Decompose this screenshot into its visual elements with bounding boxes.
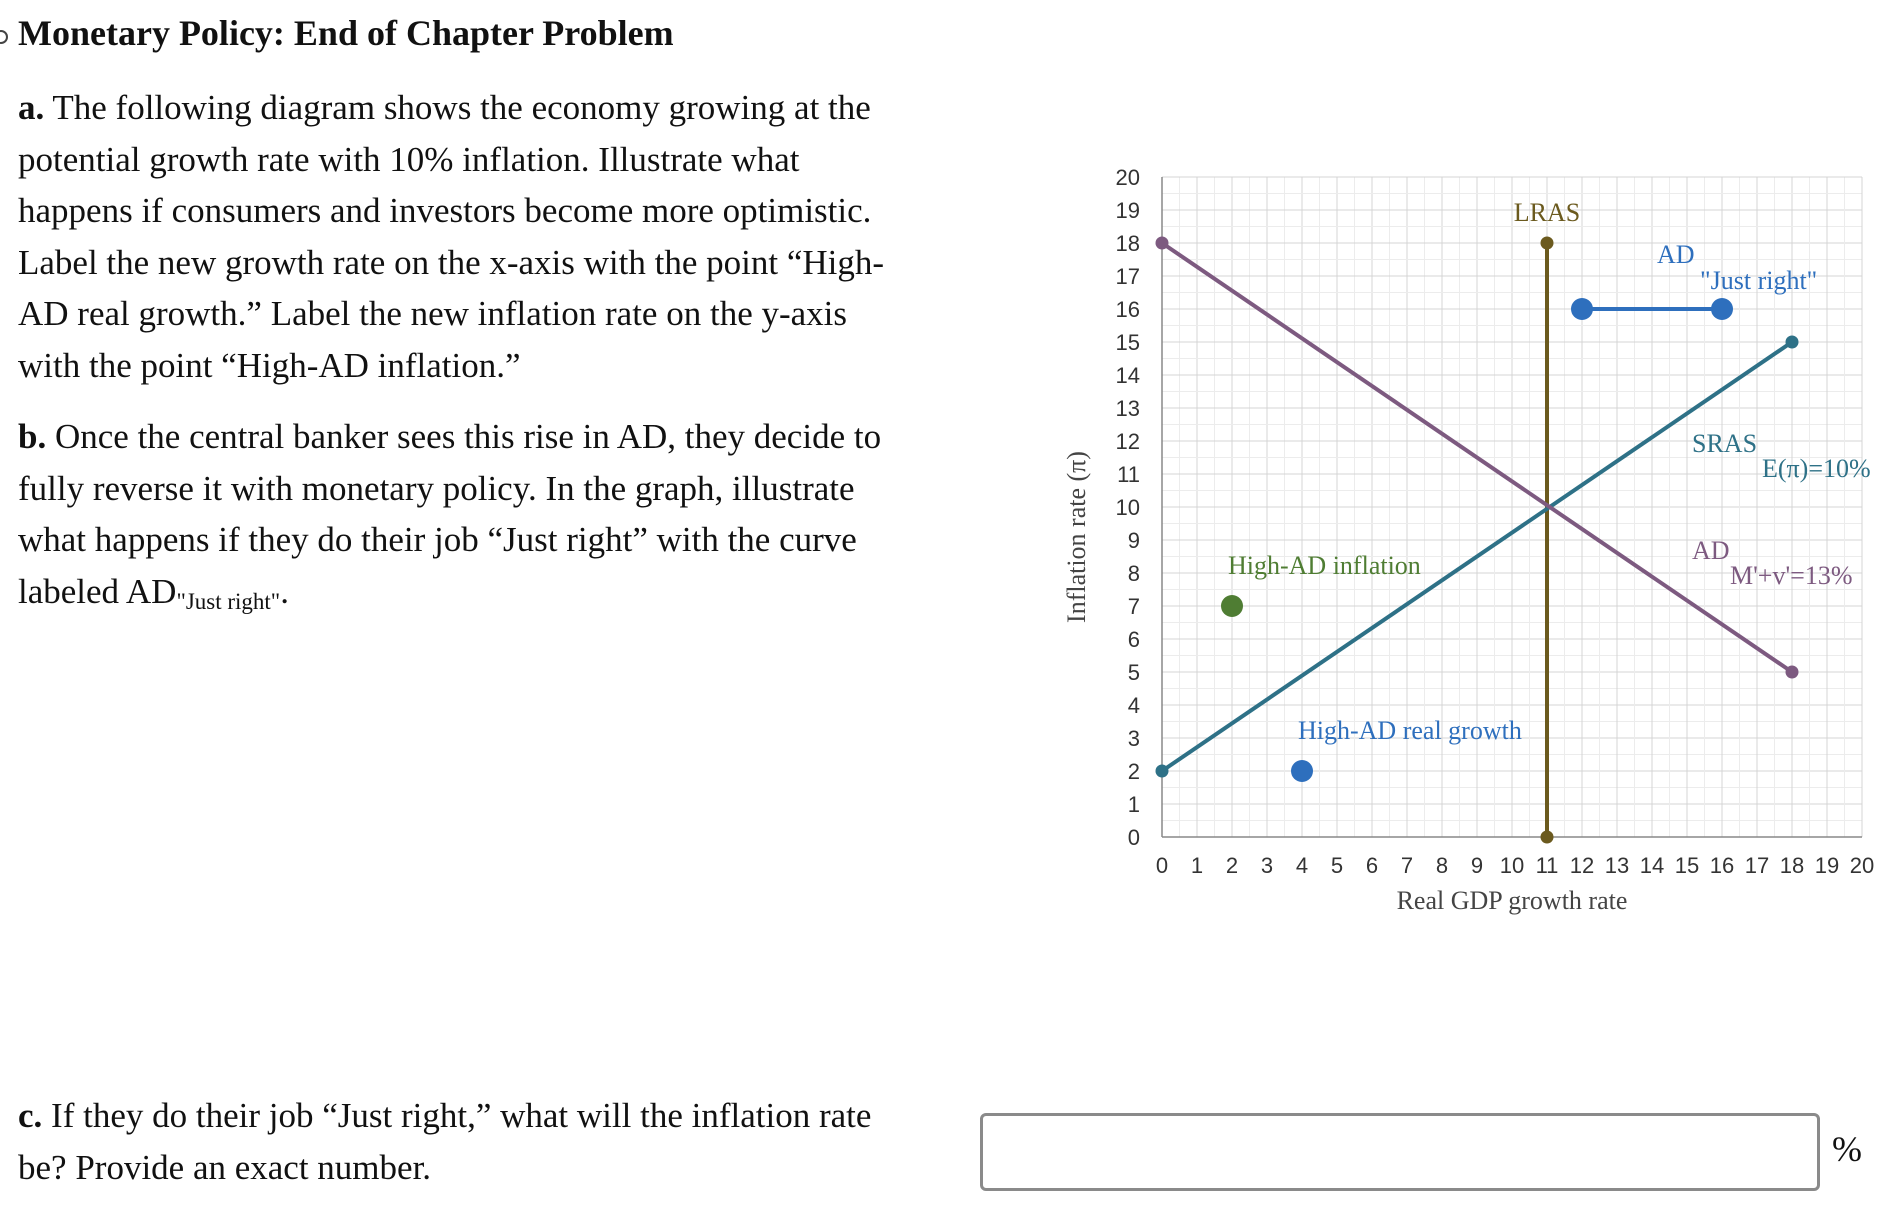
x-tick-label: 9 (1470, 853, 1484, 878)
y-tick-label: 11 (1117, 462, 1140, 487)
sras-label: SRAS (1692, 429, 1758, 458)
y-tick-label: 16 (1115, 297, 1140, 322)
x-tick-label: 14 (1639, 853, 1665, 878)
part-b-text: Once the central banker sees this rise in AD, they decide to fully reverse it with monetary policy. In the graph, illustrate what happens if they do their job “Just right” with the curve labeled AD (18, 417, 882, 611)
x-tick-label: 2 (1225, 853, 1239, 878)
x-tick-label: 1 (1190, 853, 1204, 878)
ad-label: AD (1692, 536, 1730, 565)
x-tick-label: 17 (1744, 853, 1770, 878)
high-ad-real-growth-point[interactable] (1291, 760, 1313, 782)
lras-label: LRAS (1513, 198, 1581, 227)
y-tick-label: 3 (1127, 726, 1140, 751)
x-tick-label: 18 (1779, 853, 1805, 878)
y-axis-label: Inflation rate (π) (1062, 451, 1091, 623)
x-tick-label: 6 (1365, 853, 1379, 878)
part-b-subscript: "Just right" (176, 588, 281, 614)
x-tick-label: 0 (1155, 853, 1169, 878)
x-tick-label: 11 (1535, 853, 1559, 878)
high-ad-inflation-point[interactable] (1221, 595, 1243, 617)
y-tick-label: 19 (1115, 198, 1140, 223)
x-tick-label: 20 (1849, 853, 1875, 878)
answer-field-container (980, 1113, 1820, 1191)
y-tick-label: 8 (1127, 561, 1140, 586)
part-c-label: c. (18, 1096, 43, 1135)
y-tick-label: 15 (1115, 330, 1140, 355)
lras-endpoint[interactable] (1541, 237, 1554, 250)
y-tick-label: 9 (1127, 528, 1140, 553)
question-part-c (18, 1090, 918, 1193)
question-part-a (18, 82, 908, 391)
sras-endpoint[interactable] (1786, 336, 1799, 349)
ad-just-right-endpoint[interactable] (1571, 298, 1593, 320)
percent-unit: % (1832, 1129, 1862, 1169)
y-tick-label: 5 (1127, 660, 1140, 685)
collapse-bullet-icon (0, 30, 8, 44)
y-tick-label: 2 (1127, 759, 1140, 784)
y-tick-label: 14 (1115, 363, 1140, 388)
y-tick-label: 17 (1115, 264, 1140, 289)
y-tick-label: 7 (1127, 594, 1140, 619)
x-tick-label: 16 (1709, 853, 1735, 878)
part-b-label: b. (18, 417, 47, 456)
x-axis-label: Real GDP growth rate (1396, 886, 1628, 915)
high-ad-real-growth-label: High-AD real growth (1298, 716, 1522, 745)
y-tick-label: 20 (1115, 165, 1140, 190)
y-tick-label: 0 (1127, 825, 1140, 850)
x-tick-label: 10 (1499, 853, 1525, 878)
y-tick-label: 10 (1115, 495, 1140, 520)
ad-just-right-label: AD (1657, 240, 1695, 269)
high-ad-inflation-label: High-AD inflation (1228, 551, 1421, 580)
x-tick-label: 5 (1330, 853, 1344, 878)
part-c-text: If they do their job “Just right,” what will the inflation rate be? Provide an exact number. (18, 1096, 872, 1187)
x-tick-label: 12 (1569, 853, 1595, 878)
sras-endpoint[interactable] (1156, 765, 1169, 778)
ad-endpoint[interactable] (1786, 666, 1799, 679)
y-tick-label: 4 (1127, 693, 1140, 718)
ad-endpoint[interactable] (1156, 237, 1169, 250)
x-tick-label: 19 (1814, 853, 1840, 878)
question-part-b (18, 411, 918, 621)
x-tick-label: 13 (1604, 853, 1630, 878)
x-tick-label: 15 (1674, 853, 1700, 878)
part-a-text: The following diagram shows the economy growing at the potential growth rate with 10% inflation. Illustrate what happens if consumers and investors become more optimistic. Label the new growth rate on the x-axis with the point “High-AD real growth.” Label the new inflation rate on the y-axis with the point “High-AD inflation.” (18, 88, 885, 385)
sras-sublabel: E(π)=10% (1762, 454, 1871, 483)
part-b-end: . (280, 571, 289, 611)
y-tick-label: 6 (1127, 627, 1140, 652)
y-tick-label: 1 (1127, 792, 1140, 817)
x-tick-label: 8 (1435, 853, 1449, 878)
ad-sublabel: M'+v'=13% (1730, 561, 1853, 590)
x-tick-label: 7 (1400, 853, 1414, 878)
y-tick-label: 13 (1115, 396, 1140, 421)
y-tick-label: 18 (1115, 231, 1140, 256)
lras-endpoint[interactable] (1541, 831, 1554, 844)
inflation-answer-input[interactable] (983, 1116, 1817, 1188)
page-title: Monetary Policy: End of Chapter Problem (18, 13, 674, 53)
curves[interactable] (1156, 198, 1871, 844)
ad-just-right-endpoint[interactable] (1711, 298, 1733, 320)
x-tick-label: 4 (1295, 853, 1309, 878)
ad-as-graph[interactable] (1040, 145, 1880, 925)
x-tick-label: 3 (1260, 853, 1274, 878)
part-a-label: a. (18, 88, 45, 127)
y-tick-label: 12 (1115, 429, 1140, 454)
ad-just-right-sublabel: "Just right" (1700, 266, 1818, 295)
